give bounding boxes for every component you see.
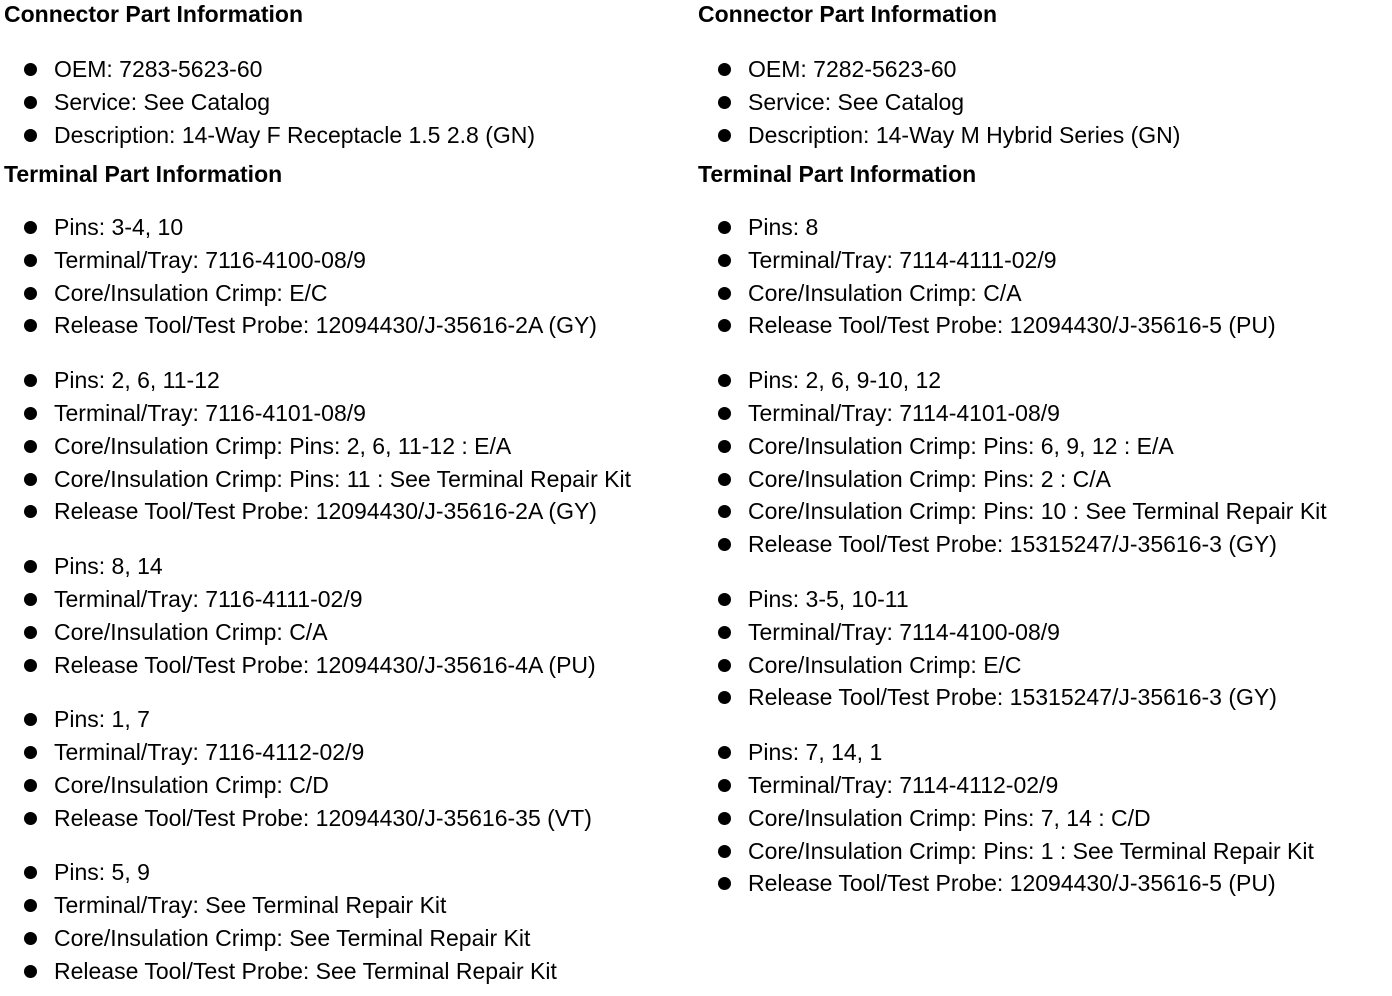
terminal-info-item-text: Core/Insulation Crimp: Pins: 7, 14 : C/D [748, 804, 1151, 831]
terminal-info-item-text: Pins: 2, 6, 9-10, 12 [748, 366, 942, 393]
terminal-info-item-text: Release Tool/Test Probe: 12094430/J-35616-2A (GY) [54, 312, 597, 339]
bullet-icon [718, 287, 731, 300]
terminal-info-item-text: Release Tool/Test Probe: 12094430/J-35616-2A (GY) [54, 498, 597, 525]
bullet-icon [718, 845, 731, 858]
bullet-icon [718, 691, 731, 704]
terminal-info-item-text: Pins: 7, 14, 1 [748, 738, 883, 765]
terminal-info-item-text: Terminal/Tray: 7114-4101-08/9 [748, 399, 1060, 426]
bullet-icon [24, 287, 37, 300]
bullet-icon [718, 440, 731, 453]
terminal-info-item-text: Pins: 3-5, 10-11 [748, 585, 909, 612]
bullet-icon [24, 560, 37, 573]
bullet-icon [24, 254, 37, 267]
bullet-icon [24, 626, 37, 639]
terminal-info-item-text: Terminal/Tray: 7116-4111-02/9 [54, 585, 363, 612]
terminal-info-item-text: Core/Insulation Crimp: C/D [54, 771, 329, 798]
terminal-info-item-text: Core/Insulation Crimp: Pins: 1 : See Terminal Repair Kit [748, 837, 1314, 864]
bullet-icon [718, 505, 731, 518]
connector-part-heading: Connector Part Information [698, 1, 998, 27]
terminal-info-item-text: Pins: 8 [748, 213, 819, 240]
terminal-info-item-text: Pins: 3-4, 10 [54, 213, 184, 240]
terminal-info-item-text: Release Tool/Test Probe: 12094430/J-35616-5 (PU) [748, 870, 1276, 897]
bullet-icon [24, 593, 37, 606]
bullet-icon [24, 812, 37, 825]
terminal-info-item-text: Release Tool/Test Probe: 15315247/J-35616-3 (GY) [748, 531, 1277, 558]
bullet-icon [718, 221, 731, 234]
bullet-icon [24, 713, 37, 726]
terminal-info-item-text: Terminal/Tray: 7116-4101-08/9 [54, 399, 366, 426]
terminal-info-item-text: Core/Insulation Crimp: C/A [54, 618, 328, 645]
bullet-icon [718, 96, 731, 109]
terminal-part-heading: Terminal Part Information [4, 160, 283, 187]
terminal-info-item-text: Release Tool/Test Probe: See Terminal Repair Kit [54, 957, 557, 984]
bullet-icon [24, 473, 37, 486]
connector-info-item-text: Description: 14-Way M Hybrid Series (GN) [748, 121, 1181, 148]
terminal-part-heading: Terminal Part Information [698, 160, 977, 187]
bullet-icon [24, 129, 37, 142]
terminal-info-item-text: Release Tool/Test Probe: 15315247/J-35616-3 (GY) [748, 684, 1277, 711]
connector-info-item-text: Service: See Catalog [748, 88, 965, 115]
terminal-info-item-text: Core/Insulation Crimp: Pins: 10 : See Terminal Repair Kit [748, 498, 1327, 525]
terminal-info-item-text: Terminal/Tray: 7114-4100-08/9 [748, 618, 1060, 645]
connector-part-heading: Connector Part Information [4, 1, 304, 27]
bullet-icon [24, 965, 37, 978]
terminal-info-item-text: Release Tool/Test Probe: 12094430/J-35616-35 (VT) [54, 804, 592, 831]
bullet-icon [718, 877, 731, 890]
bullet-icon [24, 96, 37, 109]
terminal-info-item-text: Release Tool/Test Probe: 12094430/J-35616-4A (PU) [54, 651, 596, 678]
terminal-info-item-text: Terminal/Tray: 7116-4100-08/9 [54, 246, 366, 273]
bullet-icon [718, 746, 731, 759]
bullet-icon [718, 473, 731, 486]
bullet-icon [24, 63, 37, 76]
bullet-icon [24, 374, 37, 387]
bullet-icon [718, 407, 731, 420]
bullet-icon [718, 626, 731, 639]
terminal-info-item-text: Core/Insulation Crimp: Pins: 2, 6, 11-12 : E/A [54, 432, 512, 459]
bullet-icon [24, 505, 37, 518]
bullet-icon [718, 374, 731, 387]
terminal-info-item-text: Core/Insulation Crimp: C/A [748, 279, 1022, 306]
connector-info-item-text: Service: See Catalog [54, 88, 271, 115]
bullet-icon [718, 129, 731, 142]
connector-info-item-text: OEM: 7283-5623-60 [54, 56, 263, 82]
connector-info-item-text: OEM: 7282-5623-60 [748, 56, 957, 82]
terminal-info-item-text: Core/Insulation Crimp: E/C [54, 279, 328, 306]
terminal-info-item-text: Pins: 2, 6, 11-12 [54, 366, 220, 393]
bullet-icon [24, 319, 37, 332]
terminal-info-item-text: Core/Insulation Crimp: Pins: 6, 9, 12 : E/A [748, 432, 1174, 459]
bullet-icon [718, 63, 731, 76]
bullet-icon [24, 659, 37, 672]
bullet-icon [718, 254, 731, 267]
bullet-icon [24, 932, 37, 945]
terminal-info-item-text: Pins: 5, 9 [54, 859, 150, 885]
terminal-info-item-text: Terminal/Tray: 7114-4111-02/9 [748, 246, 1057, 273]
terminal-info-item-text: Terminal/Tray: 7114-4112-02/9 [748, 771, 1059, 798]
bullet-icon [24, 746, 37, 759]
bullet-icon [718, 812, 731, 825]
bullet-icon [24, 779, 37, 792]
bullet-icon [24, 407, 37, 420]
bullet-icon [718, 593, 731, 606]
bullet-icon [24, 221, 37, 234]
terminal-info-item-text: Pins: 1, 7 [54, 705, 150, 732]
bullet-icon [718, 659, 731, 672]
terminal-info-item-text: Terminal/Tray: 7116-4112-02/9 [54, 738, 365, 765]
bullet-icon [24, 899, 37, 912]
terminal-info-item-text: Release Tool/Test Probe: 12094430/J-35616-5 (PU) [748, 312, 1276, 339]
terminal-info-item-text: Pins: 8, 14 [54, 552, 163, 579]
bullet-icon [718, 319, 731, 332]
terminal-info-item-text: Terminal/Tray: See Terminal Repair Kit [54, 891, 447, 918]
bullet-icon [718, 779, 731, 792]
terminal-info-item-text: Core/Insulation Crimp: E/C [748, 651, 1022, 678]
terminal-info-item-text: Core/Insulation Crimp: Pins: 2 : C/A [748, 465, 1112, 492]
terminal-info-item-text: Core/Insulation Crimp: Pins: 11 : See Terminal Repair Kit [54, 465, 631, 492]
connector-info-item-text: Description: 14-Way F Receptacle 1.5 2.8 (GN) [54, 121, 536, 148]
bullet-icon [24, 866, 37, 879]
terminal-info-item-text: Core/Insulation Crimp: See Terminal Repair Kit [54, 924, 531, 951]
bullet-icon [24, 440, 37, 453]
bullet-icon [718, 538, 731, 551]
